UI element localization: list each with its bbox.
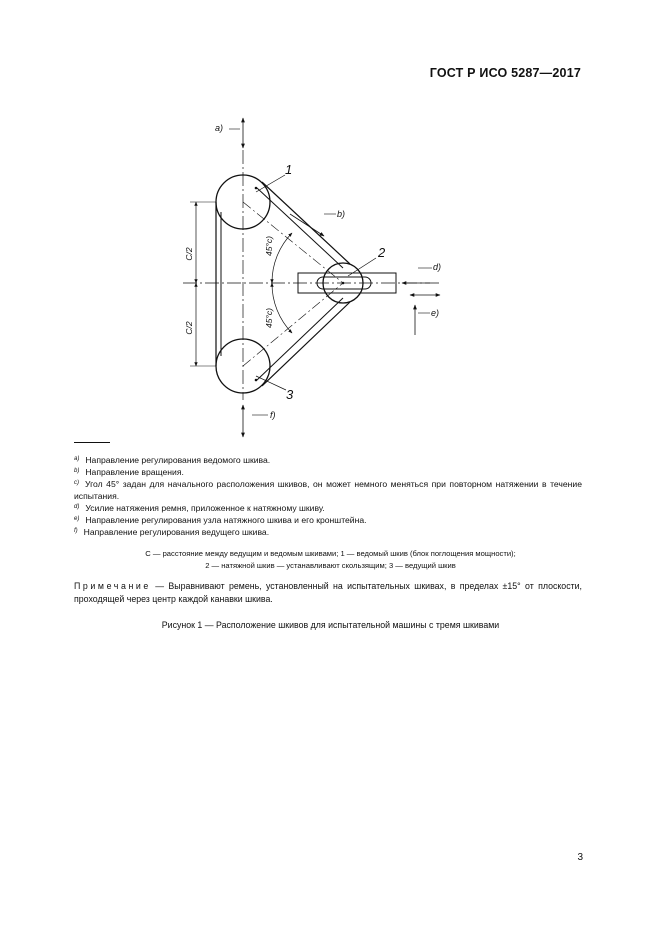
figure-caption: Рисунок 1 — Расположение шкивов для испытательной машины с тремя шкивами — [161, 620, 500, 630]
label-pulley-1: 1 — [285, 162, 293, 177]
label-f: f) — [270, 410, 276, 420]
page-number: 3 — [577, 852, 583, 863]
footnote-b: $^{b)}$ Направление вращения. — [74, 467, 184, 477]
footnote-rule — [74, 442, 110, 443]
label-pulley-3: 3 — [286, 387, 294, 402]
document-id: ГОСТ Р ИСО 5287—2017 — [429, 66, 581, 80]
dim-c2-bottom: C/2 — [184, 321, 194, 335]
label-pulley-2: 2 — [378, 245, 386, 260]
label-b: b) — [337, 209, 346, 219]
belt-lower — [262, 302, 350, 386]
footnote-c: $^{c)}$ Угол 45° задан для начального расположения шкивов, он может немного меняться при повторном натяжении в течение испытания. — [74, 479, 582, 501]
legend-line-1: C — расстояние между ведущим и ведомым шкивами; 1 — ведомый шкив (блок поглощения мощности); — [145, 549, 516, 558]
belt-upper — [262, 182, 350, 264]
pulley-diagram — [0, 0, 661, 450]
footnote-e: $^{e)}$ Направление регулирования узла натяжного шкива и его кронштейна. — [74, 515, 367, 525]
footnote-d: $^{d)}$ Усилие натяжения ремня, приложенное к натяжному шкиву. — [74, 503, 325, 513]
angle-bottom: 45°c) — [264, 308, 274, 328]
note-text: — Выравнивают ремень, установленный на испытательных шкивах, в пределах ±15° от плоскости, проходящей через центр каждой канавки шкива. — [74, 581, 582, 604]
angle-top: 45°c) — [264, 236, 274, 256]
note-lead: Примечание — [74, 581, 151, 591]
footnote-f: $^{f)}$ Направление регулирования ведущего шкива. — [74, 527, 270, 537]
label-a: a) — [215, 123, 224, 133]
note — [74, 580, 582, 606]
dim-c2-top: C/2 — [184, 247, 194, 261]
label-d: d) — [433, 262, 442, 272]
legend-line-2: 2 — натяжной шкив — устанавливают скользящим; 3 — ведущий шкив — [205, 561, 456, 570]
footnote-a: $^{a)}$ Направление регулирования ведомого шкива. — [74, 455, 271, 465]
label-e: e) — [431, 308, 440, 318]
